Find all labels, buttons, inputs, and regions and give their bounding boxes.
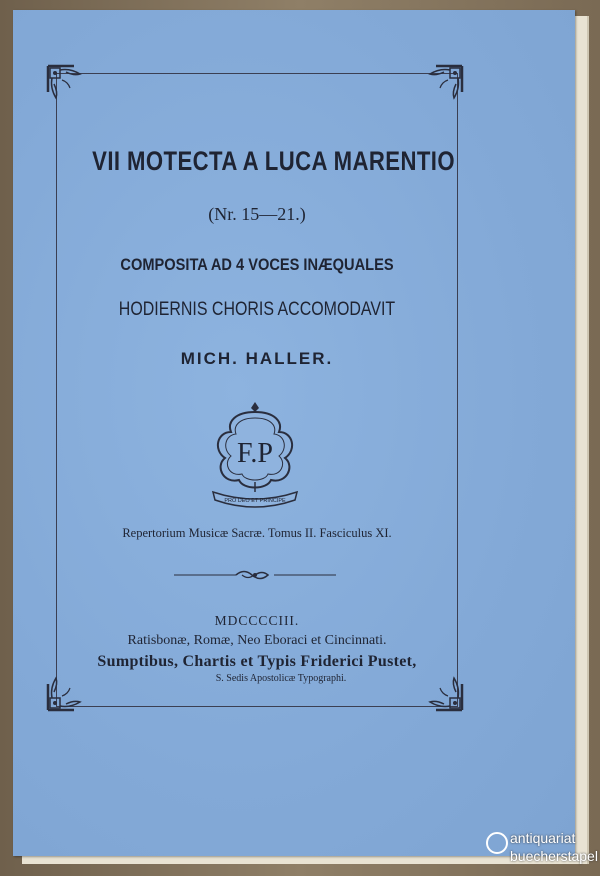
publication-year: MDCCCCIII. — [214, 613, 300, 628]
publication-cities: Ratisbonæ, Romæ, Neo Eboraci et Cincinnati. — [127, 633, 387, 648]
corner-ornament-icon — [44, 62, 90, 108]
series-info: Repertorium Musicæ Sacræ. Tomus II. Fasciculus XI. — [122, 526, 392, 540]
publisher-emblem-icon — [205, 400, 305, 518]
antiquariat-logo-icon — [486, 832, 508, 854]
cover-composition: COMPOSITA AD 4 VOCES INÆQUALES — [120, 255, 394, 274]
divider-ornament-icon — [172, 568, 338, 582]
publisher-line: Sumptibus, Chartis et Typis Friderici Pustet, — [97, 653, 417, 670]
publisher-note: S. Sedis Apostolicæ Typographi. — [215, 673, 347, 684]
svg-text:PRO DEO ET PRINCIPE: PRO DEO ET PRINCIPE — [224, 498, 286, 504]
corner-ornament-icon — [420, 62, 466, 108]
watermark-line1: antiquariat — [510, 830, 576, 846]
antiquariat-watermark — [486, 826, 598, 872]
cover-title: VII MOTECTA A LUCA MARENTIO — [92, 146, 456, 176]
cover-author: MICH. HALLER. — [180, 349, 334, 368]
svg-text:F.P: F.P — [237, 438, 273, 469]
cover-accommodation: HODIERNIS CHORIS ACCOMODAVIT — [118, 299, 396, 320]
cover-numbers: (Nr. 15—21.) — [208, 204, 306, 224]
watermark-line2: buecherstapel — [510, 848, 598, 864]
